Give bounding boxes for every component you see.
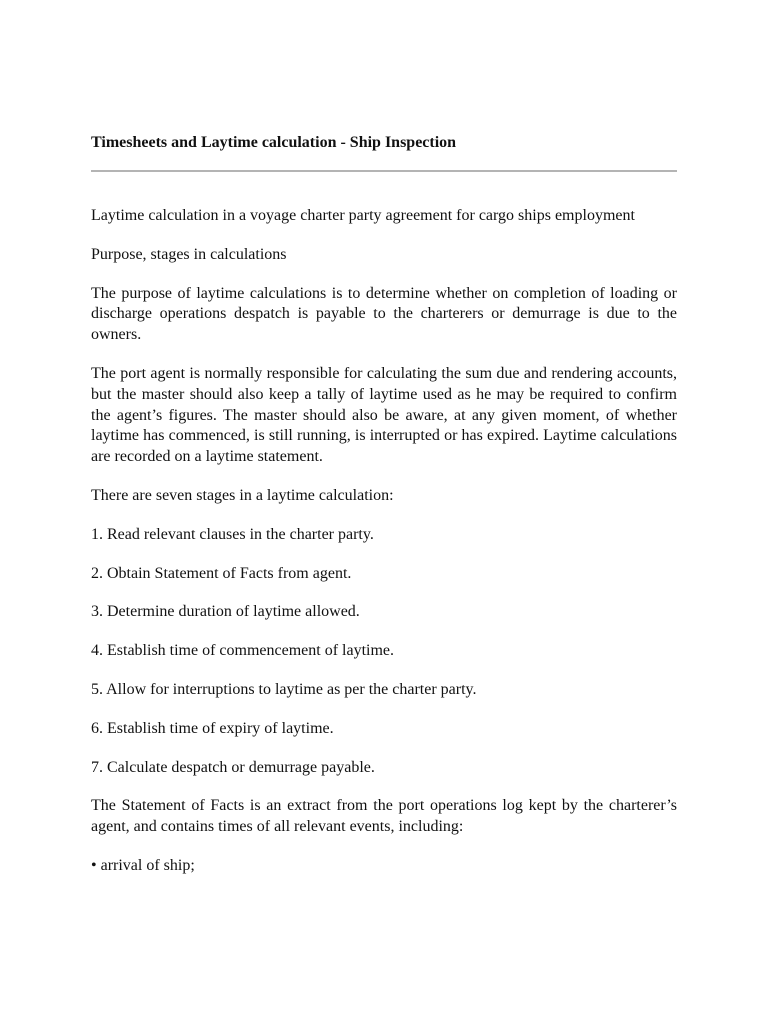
intro-paragraph: Laytime calculation in a voyage charter party agreement for cargo ships employment — [91, 207, 635, 224]
document-title: Timesheets and Laytime calculation - Ship Inspection — [91, 134, 457, 151]
step-item: 1. Read relevant clauses in the charter party. — [91, 525, 374, 543]
purpose-paragraph: The purpose of laytime calculations is to determine whether on completion of loading or discharge operations despatch is payable to the charterers or demurrage is due to the owners. — [91, 284, 677, 344]
document-body — [91, 206, 677, 895]
title-divider — [91, 170, 677, 172]
step-item: 3. Determine duration of laytime allowed. — [91, 603, 360, 621]
stages-intro: There are seven stages in a laytime calculation: — [91, 486, 394, 504]
step-item: 2. Obtain Statement of Facts from agent. — [91, 564, 352, 582]
step-item: 5. Allow for interruptions to laytime as per the charter party. — [91, 680, 477, 698]
purpose-heading: Purpose, stages in calculations — [91, 245, 287, 263]
facts-paragraph: The Statement of Facts is an extract from the port operations log kept by the charterer’s agent, and contains times of all relevant events, including: — [91, 797, 677, 836]
step-item: 7. Calculate despatch or demurrage payable. — [91, 758, 375, 776]
step-item: 4. Establish time of commencement of laytime. — [91, 642, 395, 660]
step-item: 6. Establish time of expiry of laytime. — [91, 719, 334, 737]
bullet-item: • arrival of ship; — [91, 856, 195, 874]
agent-paragraph: The port agent is normally responsible for calculating the sum due and rendering accounts, but the master should also keep a tally of laytime used as he may be required to confirm the agent’s figures. The master should also be aware, at any given moment, of whether laytime has commenced, is still running, is interrupted or has expired. Laytime calculations are recorded on a laytime statement. — [91, 364, 677, 466]
